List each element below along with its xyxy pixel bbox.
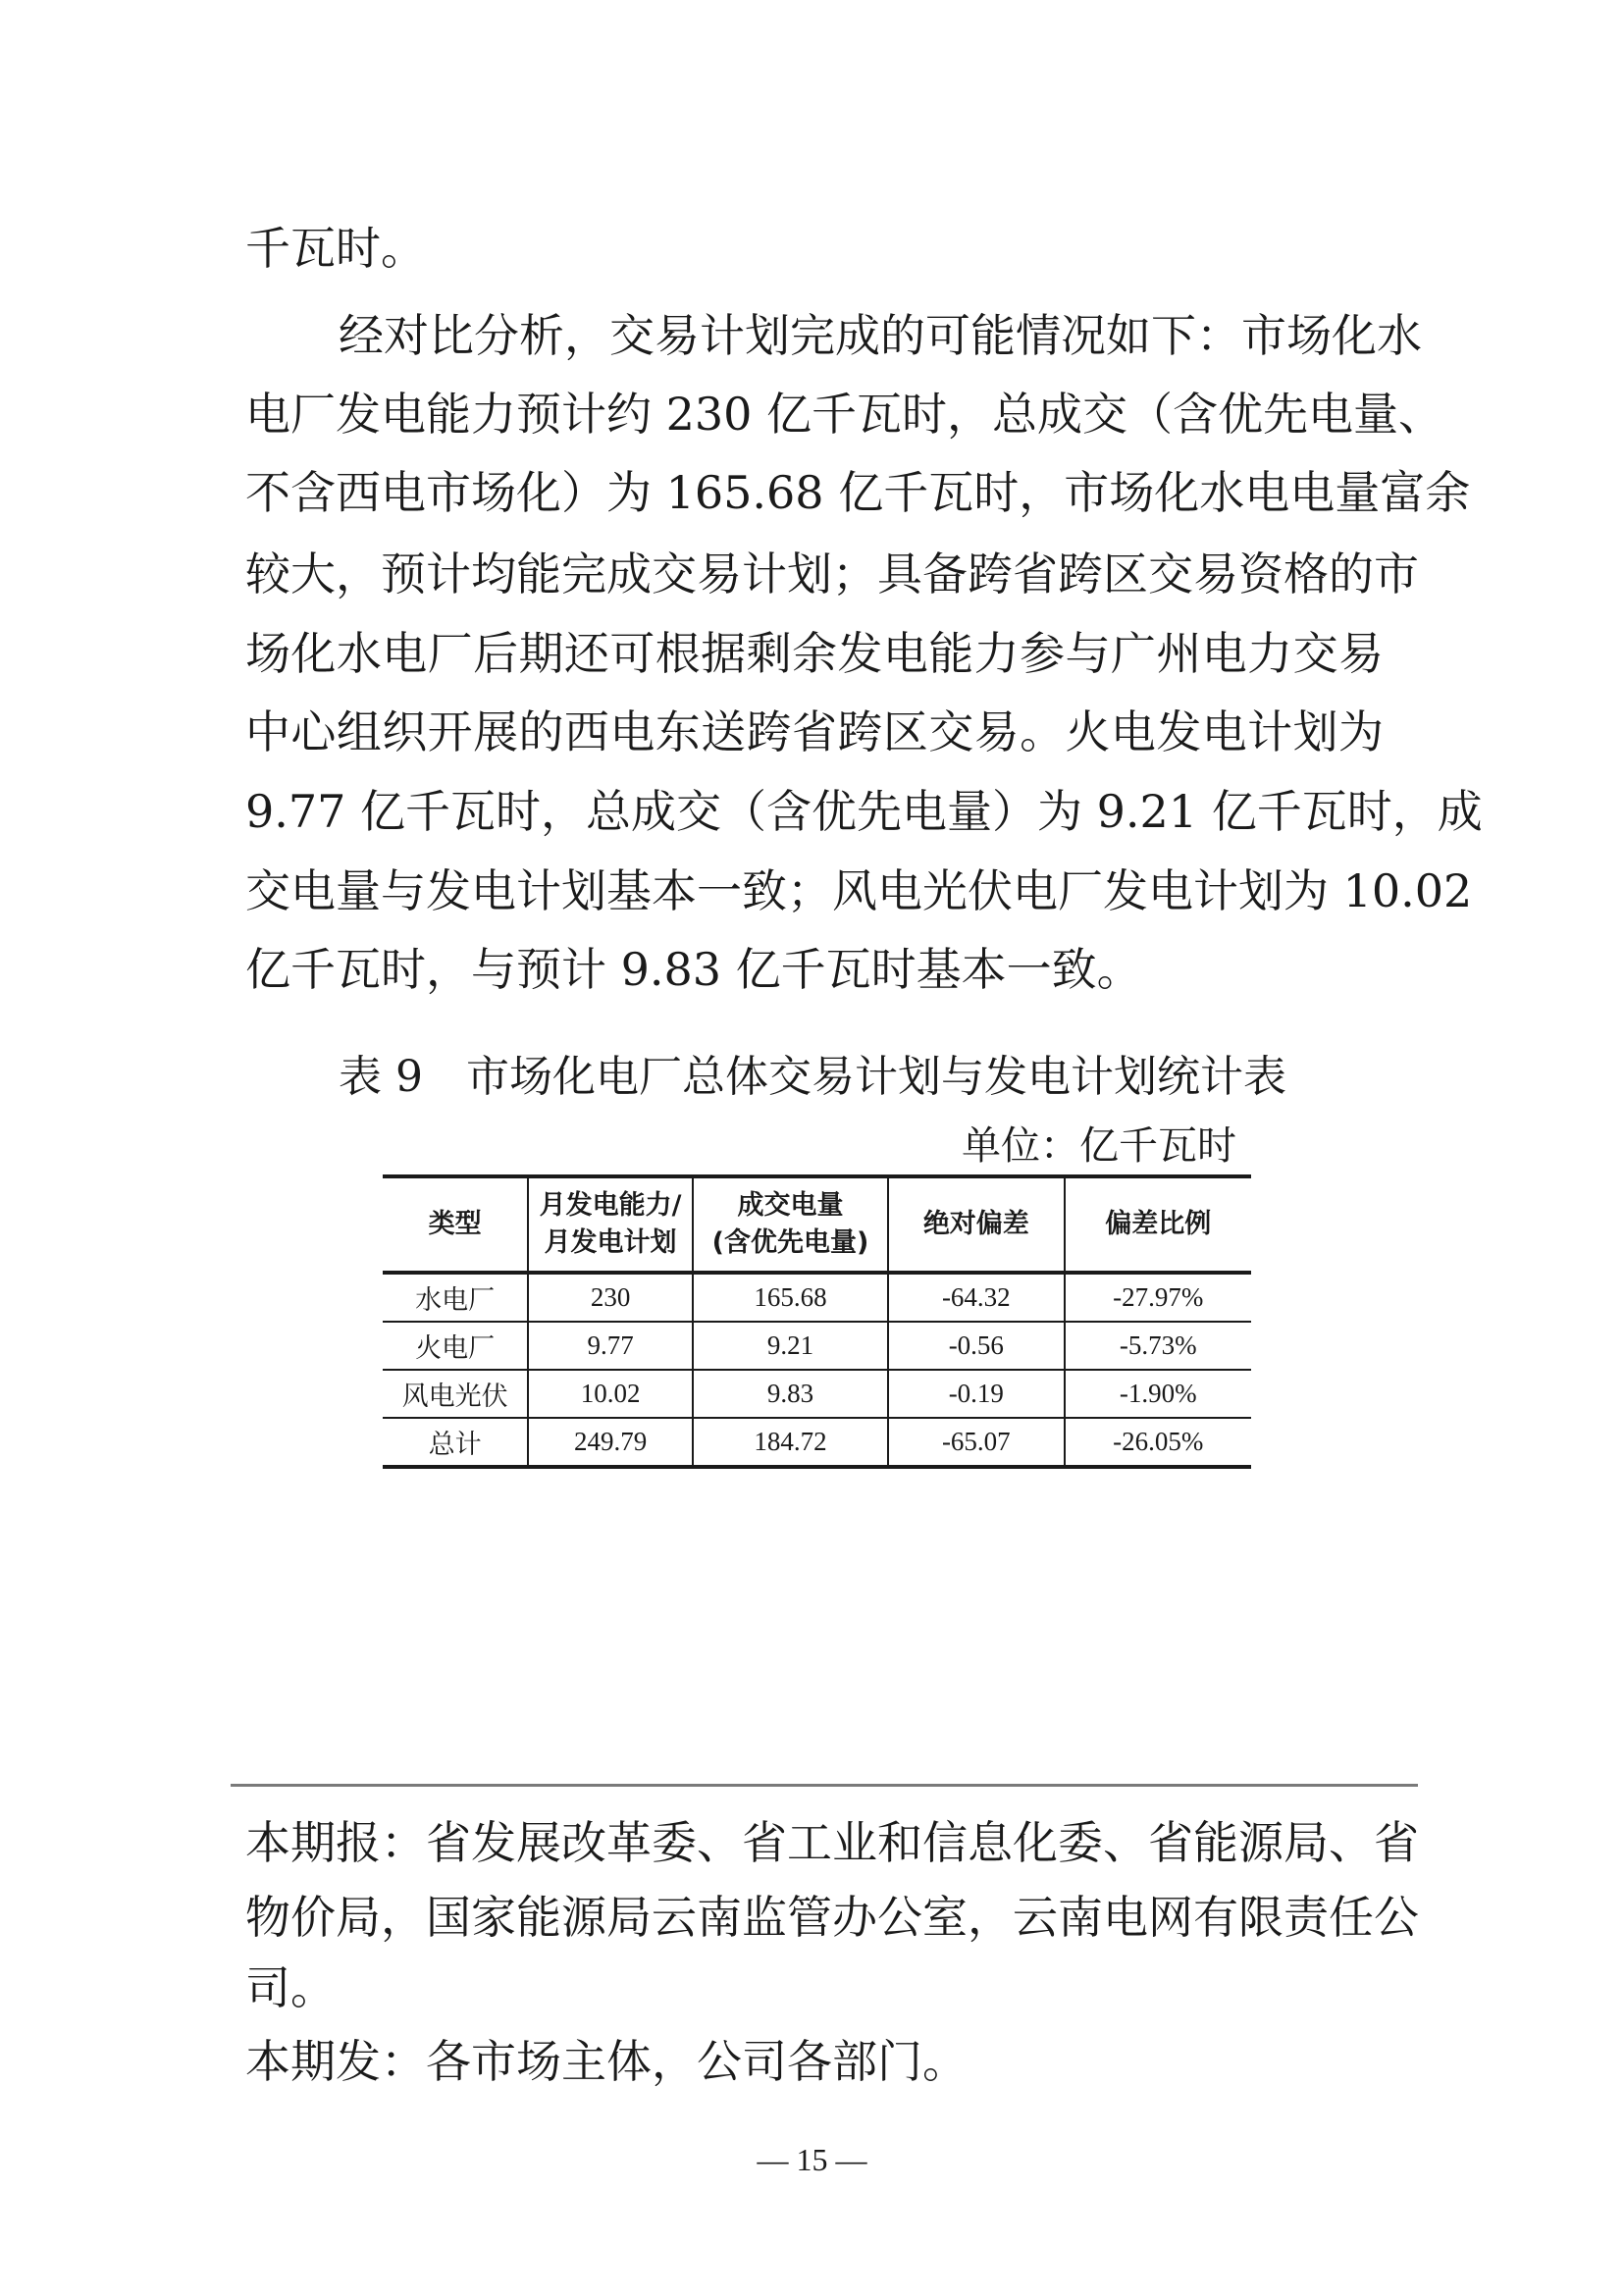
cell-abs: -64.32 [888, 1273, 1064, 1322]
table-row [383, 1322, 1251, 1370]
cell-ratio: -1.90% [1065, 1370, 1251, 1418]
cell-plan: 9.77 [528, 1322, 692, 1370]
header-plan [528, 1176, 692, 1273]
cell-abs: -65.07 [888, 1418, 1064, 1467]
body-line: 中心组织开展的西电东送跨省跨区交易。火电发电计划为 [245, 705, 1384, 758]
footer-divider [231, 1784, 1418, 1787]
footer-line: 本期报：省发展改革委、省工业和信息化委、省能源局、省 [245, 1816, 1419, 1869]
cell-deal: 9.21 [693, 1322, 888, 1370]
cell-abs: -0.56 [888, 1322, 1064, 1370]
header-deal [693, 1176, 888, 1273]
table-row [383, 1273, 1251, 1322]
header-deal-line1: 成交电量 [737, 1190, 844, 1221]
header-type: 类型 [383, 1176, 528, 1273]
body-line: 9.77 亿千瓦时，总成交（含优先电量）为 9.21 亿千瓦时，成 [245, 785, 1483, 838]
cell-type: 火电厂 [383, 1322, 528, 1370]
cell-plan: 230 [528, 1273, 692, 1322]
table-header-row [383, 1176, 1251, 1273]
body-line: 场化水电厂后期还可根据剩余发电能力参与广州电力交易 [245, 627, 1384, 680]
cell-deal: 184.72 [693, 1418, 888, 1467]
cell-abs: -0.19 [888, 1370, 1064, 1418]
table-row [383, 1370, 1251, 1418]
statistics-table [383, 1174, 1251, 1469]
body-line: 交电量与发电计划基本一致；风电光伏电厂发电计划为 10.02 [245, 864, 1473, 917]
footer-line: 物价局，国家能源局云南监管办公室，云南电网有限责任公 [245, 1891, 1419, 1944]
cell-type: 水电厂 [383, 1273, 528, 1322]
cell-ratio: -26.05% [1113, 1427, 1204, 1456]
cell-ratio: -5.73% [1065, 1322, 1251, 1370]
footer-line: 本期发：各市场主体，公司各部门。 [245, 2035, 968, 2088]
body-line: 不含西电市场化）为 165.68 亿千瓦时，市场化水电电量富余 [245, 466, 1471, 519]
body-line: 千瓦时。 [245, 222, 426, 275]
header-abs: 绝对偏差 [888, 1176, 1064, 1273]
header-ratio: 偏差比例 [1065, 1176, 1251, 1273]
cell-type: 风电光伏 [383, 1370, 528, 1418]
cell-plan: 249.79 [528, 1418, 692, 1467]
body-line: 亿千瓦时，与预计 9.83 亿千瓦时基本一致。 [245, 943, 1142, 996]
body-line: 电厂发电能力预计约 230 亿千瓦时，总成交（含优先电量、 [245, 388, 1444, 441]
cell-plan: 10.02 [528, 1370, 692, 1418]
cell-type: 总计 [383, 1418, 528, 1467]
page-number: — 15 — [757, 2142, 867, 2177]
footer-line: 司。 [245, 1961, 336, 2014]
cell-deal: 165.68 [693, 1273, 888, 1322]
table-row [383, 1418, 1251, 1467]
header-deal-line2: (含优先电量) [711, 1227, 869, 1258]
cell-deal: 9.83 [693, 1370, 888, 1418]
cell-ratio: -27.97% [1065, 1273, 1251, 1322]
body-line: 较大，预计均能完成交易计划；具备跨省跨区交易资格的市 [245, 547, 1419, 600]
header-plan-line1: 月发电能力/ [539, 1190, 682, 1221]
body-line: 经对比分析，交易计划完成的可能情况如下：市场化水 [339, 309, 1422, 362]
table-caption: 表 9 市场化电厂总体交易计划与发电计划统计表 [339, 1052, 1286, 1102]
header-plan-line2: 月发电计划 [544, 1227, 677, 1258]
table-unit: 单位：亿千瓦时 [962, 1123, 1236, 1169]
